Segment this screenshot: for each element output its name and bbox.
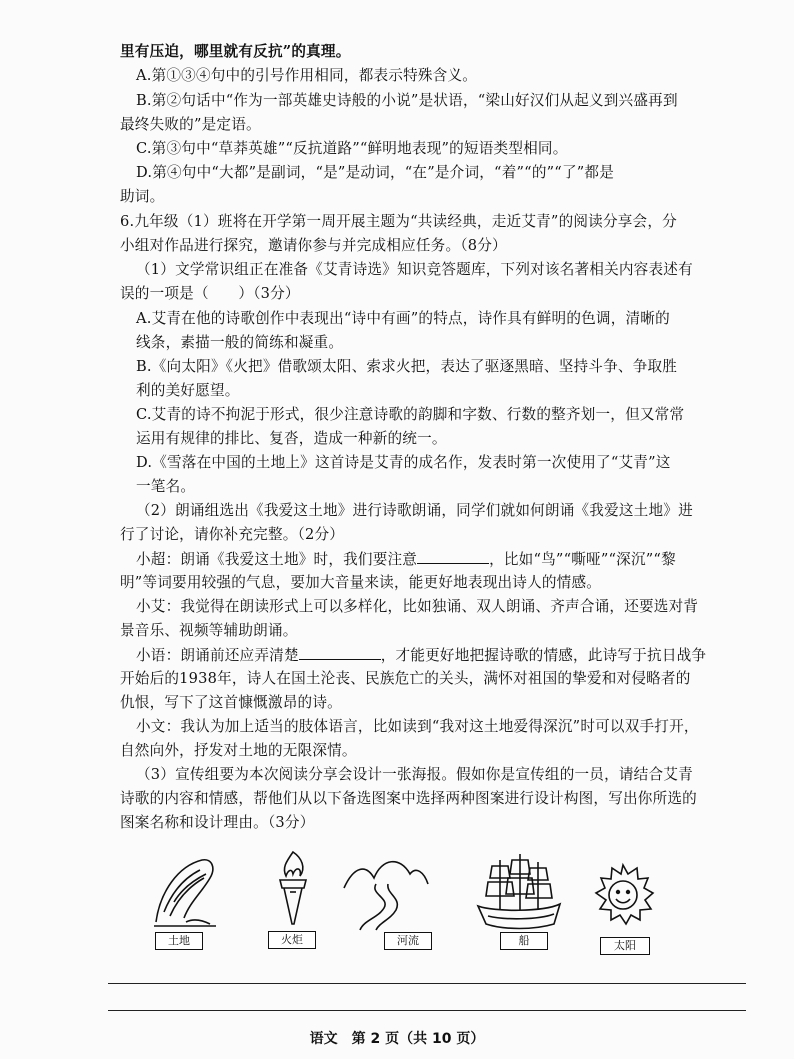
text-line: 线条，素描一般的简练和凝重。 (136, 334, 344, 351)
sun-icon (590, 862, 656, 928)
sub-question-1: （1）文学常识组正在准备《艾青诗选》知识竞答题库，下列对该名著相关内容表述有 (136, 261, 693, 278)
text-line: 开始后的1938年，诗人在国土沦丧、民族危亡的关头，满怀对祖国的挚爱和对侵略者的 (120, 670, 691, 687)
sub-question-2: （2）朗诵组选出《我爱这土地》进行诗歌朗诵，同学们就如何朗诵《我爱这土地》进 (136, 502, 693, 519)
ship-icon (474, 850, 564, 934)
text-line: 运用有规律的排比、复沓，造成一种新的统一。 (136, 430, 447, 447)
option-d: D.《雪落在中国的土地上》这首诗是艾青的成名作，发表时第一次使用了“艾青”这 (136, 454, 671, 471)
option-d: D.第④句中“大都”是副词，“是”是动词，“在”是介词，“着”“的”“了”都是 (136, 164, 614, 181)
question-6: 6.九年级（1）班将在开学第一周开展主题为“共读经典，走近艾青”的阅读分享会，分 (120, 213, 677, 230)
text-line: 里有压迫，哪里就有反抗”的真理。 (120, 43, 351, 60)
text-line: 行了讨论，请你补充完整。（2分） (120, 526, 345, 543)
option-c: C.第③句中“草莽英雄”“反抗道路”“鲜明地表现”的短语类型相同。 (136, 140, 568, 157)
text-line: 仇恨，写下了这首慷慨激昂的诗。 (120, 694, 342, 711)
text-line: 明”等词要用较强的气息，要加大音量来读，能更好地表现出诗人的情感。 (120, 574, 602, 591)
option-a: A.艾青在他的诗歌创作中表现出“诗中有画”的特点，诗作具有鲜明的色调，清晰的 (136, 310, 670, 327)
image-label: 河流 (384, 932, 432, 950)
text-line: 图案名称和设计理由。（3分） (120, 814, 315, 831)
image-label: 土地 (155, 932, 203, 950)
text-line: 一笔名。 (136, 478, 196, 495)
option-c: C.艾青的诗不拘泥于形式，很少注意诗歌的韵脚和字数、行数的整齐划一，但又常常 (136, 406, 685, 423)
xiaochao-line: 小超：朗诵《我爱这土地》时，我们要注意 ，比如“鸟”“嘶哑”“深沉”“黎 (136, 551, 676, 568)
text-line: 景音乐、视频等辅助朗诵。 (120, 622, 298, 639)
xiaowen-line: 小文：我认为加上适当的肢体语言，比如读到“我对这土地爱得深沉”时可以双手打开， (136, 718, 699, 735)
page-footer: 语文 第 2 页（共 10 页） (309, 1031, 485, 1047)
text-line: 诗歌的内容和情感，帮他们从以下备选图案中选择两种图案进行设计构图，写出你所选的 (120, 790, 697, 807)
text-line: 误的一项是（ ）（3分） (120, 285, 300, 302)
torch-icon (268, 848, 318, 930)
image-label: 船 (500, 932, 548, 950)
answer-line[interactable] (108, 983, 746, 984)
text-line: 自然向外，抒发对土地的无限深情。 (120, 742, 357, 759)
image-label: 太阳 (600, 937, 650, 955)
answer-line[interactable] (108, 1010, 746, 1011)
image-label: 火炬 (268, 931, 316, 949)
sub-question-3: （3）宣传组要为本次阅读分享会设计一张海报。假如你是宣传组的一员，请结合艾青 (136, 766, 693, 783)
answer-blank[interactable] (417, 549, 489, 564)
text-line: 利的美好愿望。 (136, 382, 240, 399)
text-line: 最终失败的”是定语。 (120, 116, 261, 133)
option-a: A.第①③④句中的引号作用相同，都表示特殊含义。 (136, 67, 478, 84)
answer-blank[interactable] (299, 645, 381, 660)
text-line: 助词。 (120, 188, 165, 205)
option-b: B.《向太阳》《火把》借歌颂太阳、索求火把，表达了驱逐黑暗、坚持斗争、争取胜 (136, 358, 678, 375)
text-line: 小组对作品进行探究，邀请你参与并完成相应任务。（8分） (120, 237, 507, 254)
xiaoai-line: 小艾：我觉得在朗读形式上可以多样化，比如独诵、双人朗诵、齐声合诵，还要选对背 (136, 598, 699, 615)
option-b: B.第②句话中“作为一部英雄史诗般的小说”是状语，“梁山好汉们从起义到兴盛再到 (136, 92, 678, 109)
xiaoyu-line: 小语：朗诵前还应弄清楚 ，才能更好地把握诗歌的情感，此诗写于抗日战争 (136, 647, 707, 664)
land-icon (150, 852, 220, 932)
river-icon (340, 854, 430, 932)
